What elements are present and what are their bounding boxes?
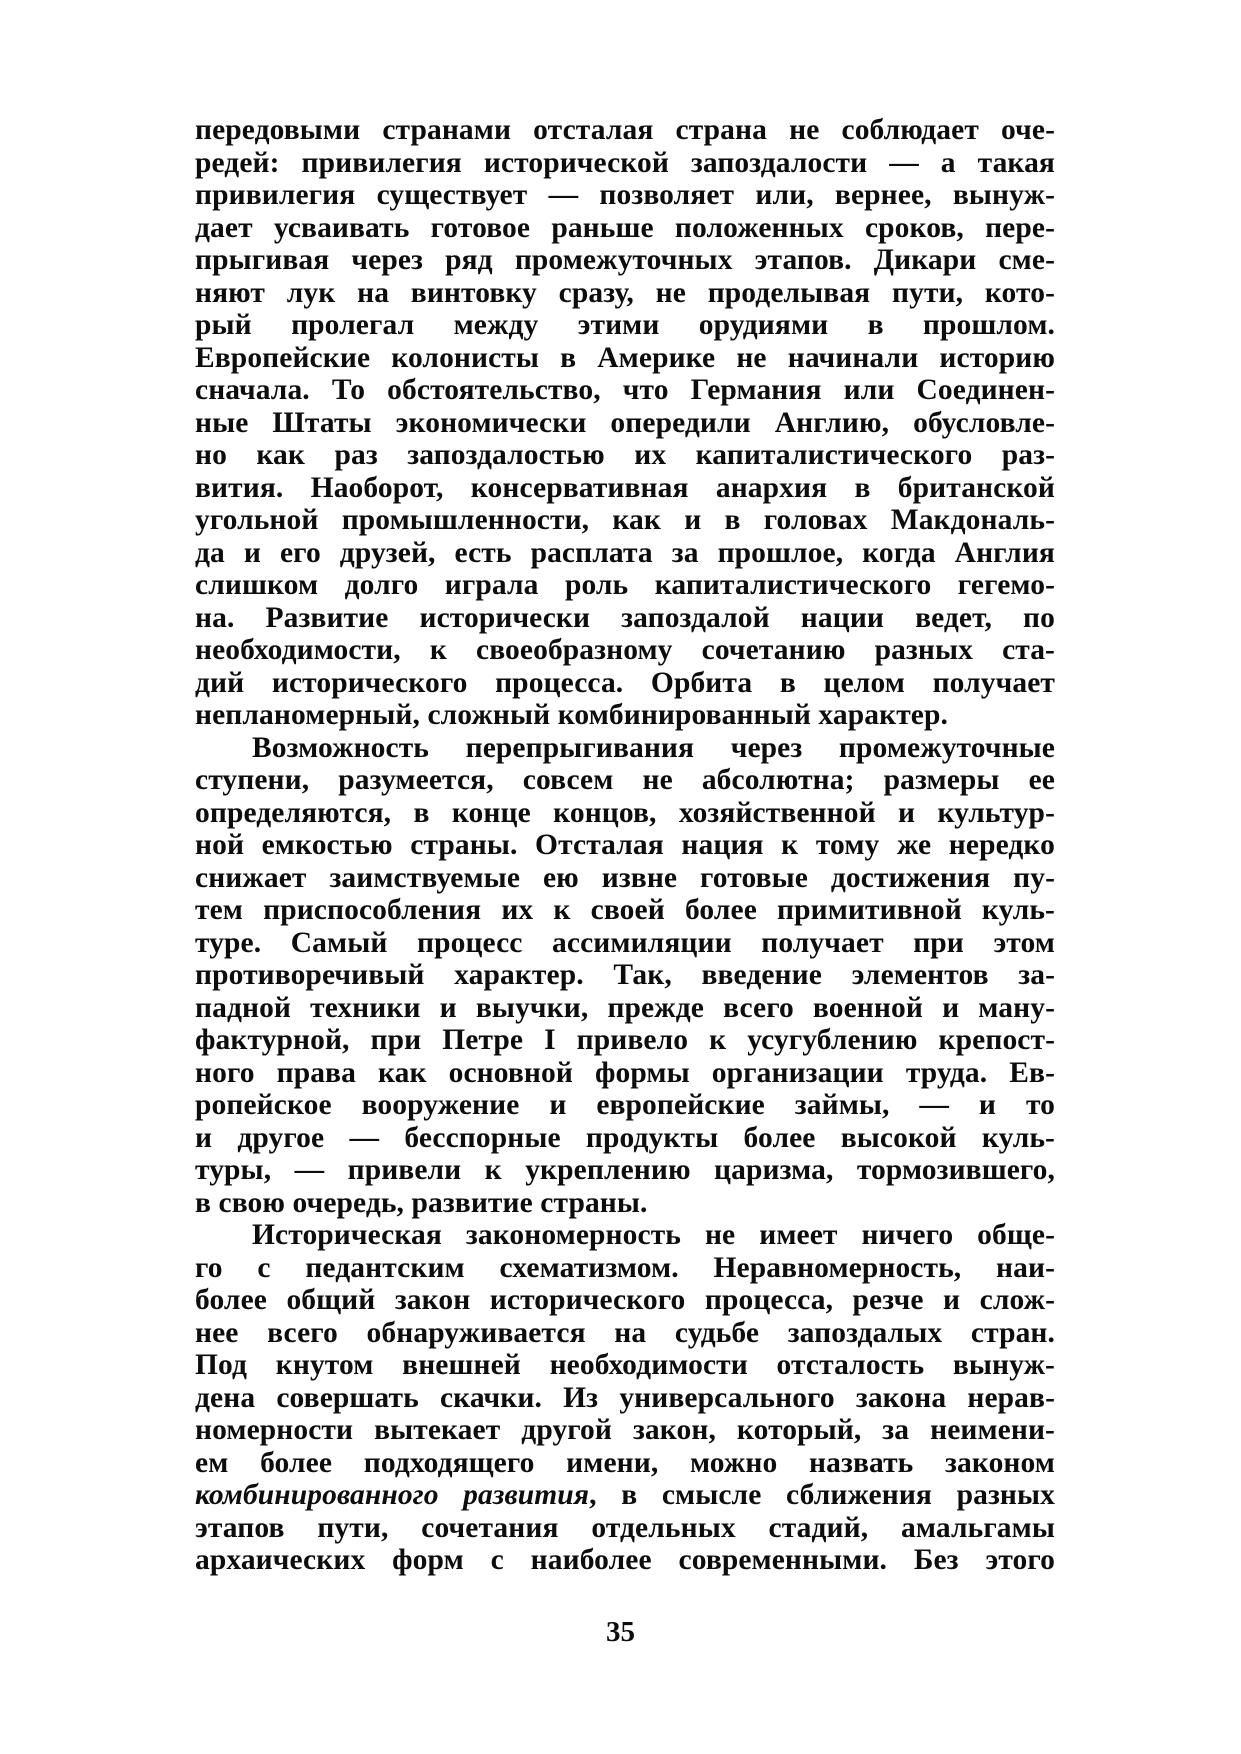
text-line: необходимости, к своеобразному сочетанию разных ста- — [195, 634, 1055, 666]
text-line: нее всего обнаруживается на судьбе запоздалых стран. — [195, 1316, 1055, 1349]
text-line: Европейские колонисты в Америке не начинали историю — [195, 341, 1055, 374]
text-line: няют лук на винтовку сразу, не проделывая пути, кото- — [195, 276, 1055, 309]
text-line: ступени, разумеется, совсем не абсолютна; размеры ее — [195, 764, 1055, 796]
text-line: ные Штаты экономически опередили Англию, обусловле- — [195, 406, 1055, 439]
text-line: рый пролегал между этими орудиями в прошлом. — [195, 309, 1055, 341]
text-line: дает усваивать готовое раньше положенных сроков, пере- — [195, 211, 1055, 244]
text-line: Под кнутом внешней необходимости отсталость вынуж- — [195, 1349, 1055, 1381]
paragraph-3 — [195, 1219, 1055, 1577]
text-line: ного права как основной формы организации труда. Ев- — [195, 1056, 1055, 1089]
page-text-body — [195, 114, 1055, 1577]
text-line: туры, — привели к укреплению царизма, тормозившего, — [195, 1154, 1055, 1186]
text-line: ропейское вооружение и европейские займы, — и то — [195, 1089, 1055, 1121]
text-line: передовыми странами отсталая страна не соблюдает оче- — [195, 114, 1055, 146]
paragraph-1 — [195, 114, 1055, 732]
text-line: дий исторического процесса. Орбита в целом получает — [195, 666, 1055, 699]
italic-term: комбинированного развития — [195, 1479, 590, 1511]
text-line: привилегия существует — позволяет или, вернее, вынуж- — [195, 179, 1055, 211]
text-line: ем более подходящего имени, можно назвать законом — [195, 1446, 1055, 1479]
text-line — [195, 1479, 1055, 1512]
text-line: фактурной, при Петре I привело к усугублению крепост- — [195, 1024, 1055, 1056]
text-line: угольной промышленности, как и в головах Макдональ- — [195, 504, 1055, 536]
text-line: противоречивый характер. Так, введение элементов за- — [195, 959, 1055, 991]
text-line: архаических форм с наиболее современными. Без этого — [195, 1544, 1055, 1576]
text-line: более общий закон исторического процесса, резче и слож- — [195, 1284, 1055, 1316]
text-line: слишком долго играла роль капиталистического гегемо- — [195, 569, 1055, 601]
text-line: Возможность перепрыгивания через промежуточные — [252, 731, 1055, 764]
text-line: падной техники и выучки, прежде всего военной и ману- — [195, 991, 1055, 1024]
page-number: 35 — [606, 1616, 635, 1648]
text-line: Историческая закономерность не имеет ничего обще- — [252, 1219, 1055, 1251]
text-line: ной емкостью страны. Отсталая нация к тому же нередко — [195, 829, 1055, 861]
text-line: тем приспособления их к своей более примитивной куль- — [195, 894, 1055, 926]
text-line: номерности вытекает другой закон, который, за неимени- — [195, 1414, 1055, 1446]
text-line: вития. Наоборот, консервативная анархия в британской — [195, 471, 1055, 504]
text-line: в свою очередь, развитие страны. — [195, 1186, 648, 1219]
text-line: туре. Самый процесс ассимиляции получает при этом — [195, 926, 1055, 959]
text-line: непланомерный, сложный комбинированный характер. — [195, 699, 948, 731]
text-line: прыгивая через ряд промежуточных этапов. Дикари сме- — [195, 244, 1055, 276]
text-line: на. Развитие исторически запоздалой нации ведет, по — [195, 601, 1055, 634]
text-line: этапов пути, сочетания отдельных стадий, амальгамы — [195, 1511, 1055, 1544]
text-line: сначала. То обстоятельство, что Германия или Соединен- — [195, 374, 1055, 406]
text-line: да и его друзей, есть расплата за прошлое, когда Англия — [195, 536, 1055, 569]
text-line: снижает заимствуемые ею извне готовые достижения пу- — [195, 861, 1055, 894]
paragraph-2 — [195, 732, 1055, 1220]
text-line: го с педантским схематизмом. Неравномерность, наи- — [195, 1251, 1055, 1284]
text-segment: , в смысле сближения разных — [589, 1479, 1055, 1511]
text-line: но как раз запоздалостью их капиталистического раз- — [195, 439, 1055, 471]
text-line: определяются, в конце концов, хозяйственной и культур- — [195, 796, 1055, 829]
text-line: редей: привилегия исторической запоздалости — а такая — [195, 146, 1055, 179]
text-line: дена совершать скачки. Из универсального закона нерав- — [195, 1381, 1055, 1414]
text-line: и другое — бесспорные продукты более высокой куль- — [195, 1121, 1055, 1154]
